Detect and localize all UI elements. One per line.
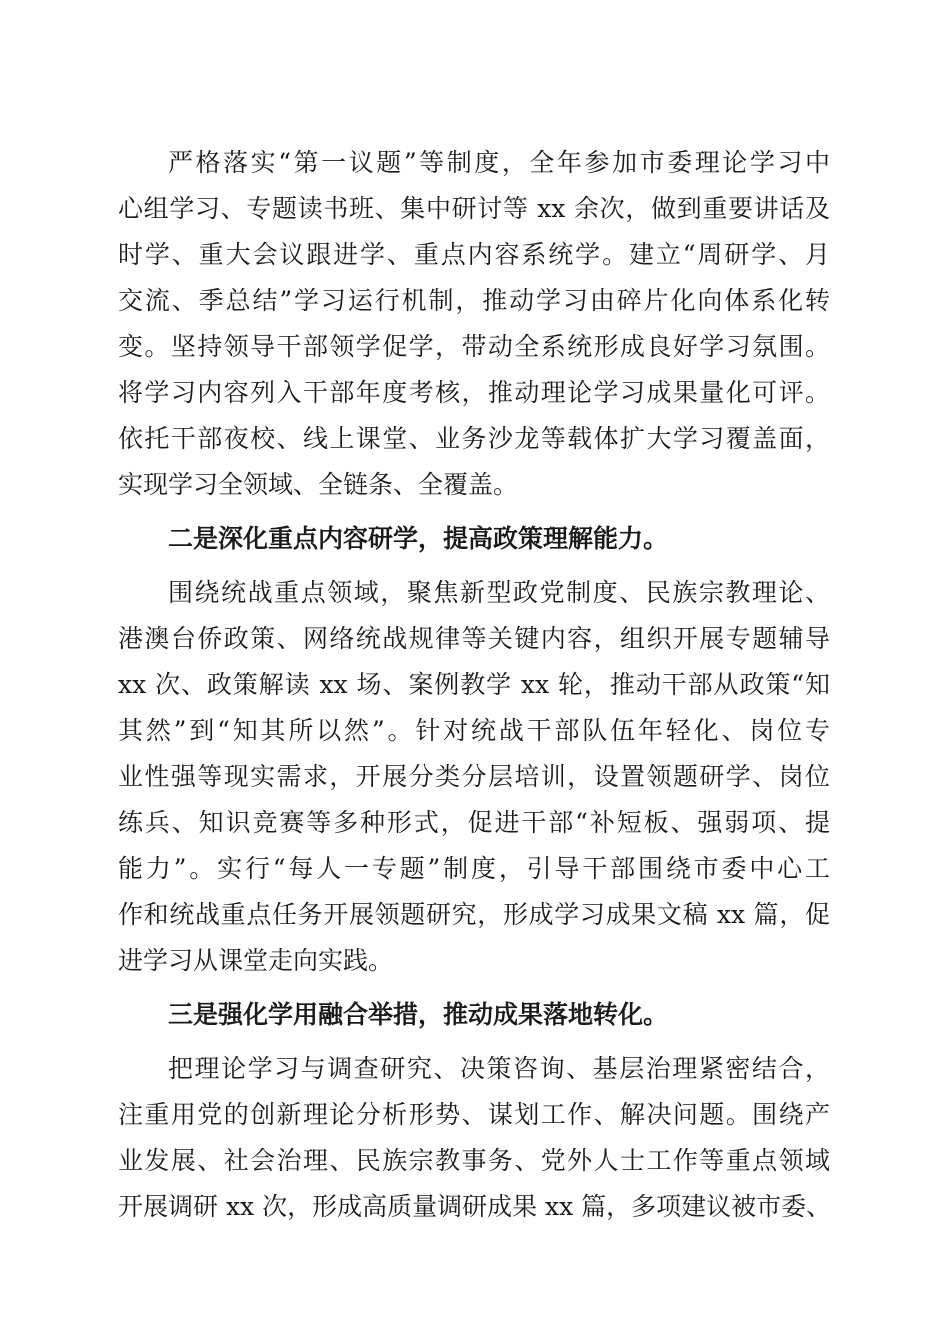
section-heading-2 [118, 516, 830, 562]
text-line: 其然”到“知其所以然”。针对统战干部队伍年轻化、岗位专 [118, 716, 830, 745]
text-line: 实现学习全领域、全链条、全覆盖。 [118, 470, 519, 499]
paragraph-study-system [118, 140, 830, 508]
text-line: 围绕统战重点领域，聚焦新型政党制度、民族宗教理论、 [168, 578, 830, 607]
text-line: 把理论学习与调查研究、决策咨询、基层治理紧密结合， [168, 1054, 830, 1083]
text-line: 将学习内容列入干部年度考核，推动理论学习成果量化可评。 [118, 378, 830, 407]
text-line: 心组学习、专题读书班、集中研讨等 xx 余次，做到重要讲话及 [118, 194, 830, 223]
text-line: 业发展、社会治理、民族宗教事务、党外人士工作等重点领域 [118, 1146, 830, 1175]
text-line: 港澳台侨政策、网络统战规律等关键内容，组织开展专题辅导 [118, 624, 830, 653]
heading-line: 三是强化学用融合举措，推动成果落地转化。 [168, 1000, 669, 1029]
text-line: 作和统战重点任务开展领题研究，形成学习成果文稿 xx 篇，促 [118, 900, 830, 929]
text-line: 开展调研 xx 次，形成高质量调研成果 xx 篇，多项建议被市委、 [118, 1192, 832, 1221]
text-line: 时学、重大会议跟进学、重点内容系统学。建立“周研学、月 [118, 240, 830, 269]
document-body [118, 140, 830, 1230]
text-line: 练兵、知识竞赛等多种形式，促进干部“补短板、强弱项、提 [118, 808, 830, 837]
heading-line: 二是深化重点内容研学，提高政策理解能力。 [168, 524, 669, 553]
text-line: 严格落实“第一议题”等制度，全年参加市委理论学习中 [168, 148, 830, 177]
text-line: 注重用党的创新理论分析形势、谋划工作、解决问题。围绕产 [118, 1100, 830, 1129]
text-line: 交流、季总结”学习运行机制，推动学习由碎片化向体系化转 [118, 286, 830, 315]
text-line: 依托干部夜校、线上课堂、业务沙龙等载体扩大学习覆盖面， [118, 424, 830, 453]
text-line: 变。坚持领导干部领学促学，带动全系统形成良好学习氛围。 [118, 332, 830, 361]
paragraph-policy-study [118, 570, 830, 984]
section-heading-3 [118, 992, 830, 1038]
text-line: 能力”。实行“每人一专题”制度，引导干部围绕市委中心工 [118, 854, 830, 883]
text-line: 进学习从课堂走向实践。 [118, 946, 394, 975]
paragraph-application [118, 1046, 830, 1230]
text-line: xx 次、政策解读 xx 场、案例教学 xx 轮，推动干部从政策“知 [118, 670, 830, 699]
text-line: 业性强等现实需求，开展分类分层培训，设置领题研学、岗位 [118, 762, 830, 791]
